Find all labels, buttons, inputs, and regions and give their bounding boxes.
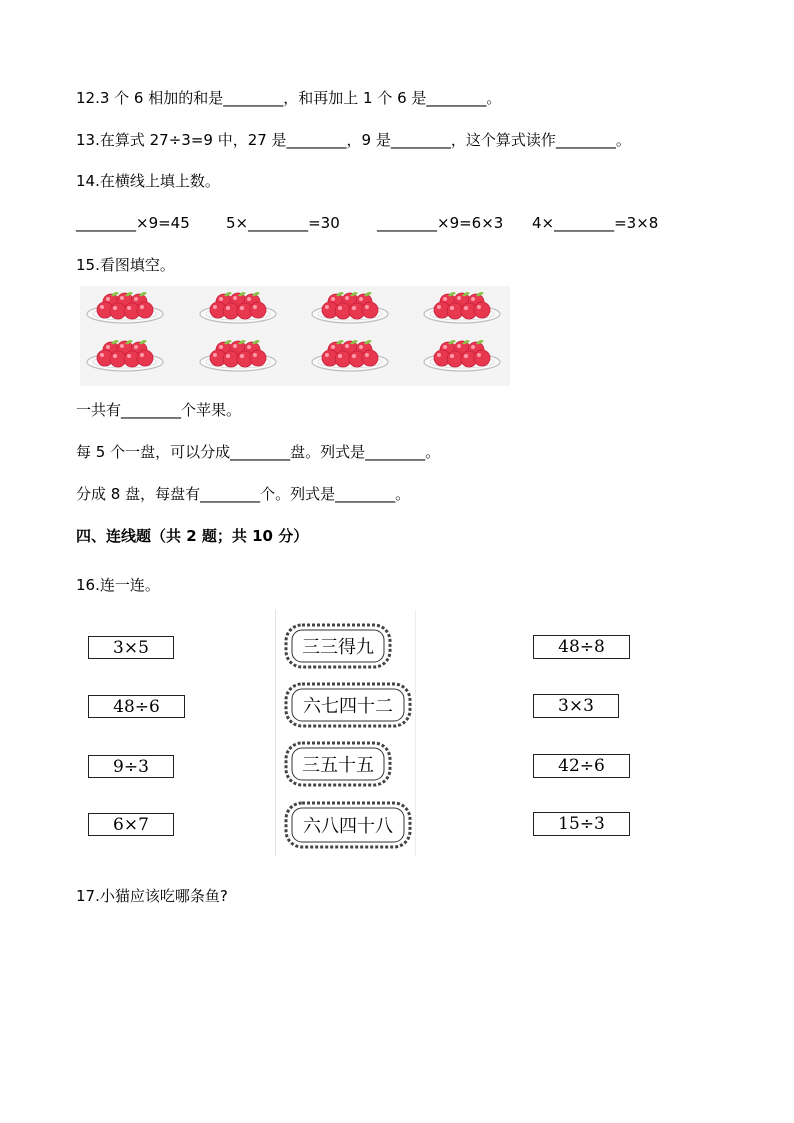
right-expression-box[interactable]: 15÷3 <box>533 812 630 836</box>
apple <box>362 350 378 366</box>
apple <box>137 302 153 318</box>
left-expression-box[interactable]: 3×5 <box>88 636 174 659</box>
section-4-heading: 四、连线题（共 2 题；共 10 分） <box>76 527 309 545</box>
apple <box>137 350 153 366</box>
rhyme-label: 三五十五 <box>302 755 374 776</box>
question-17: 17.小猫应该吃哪条鱼? <box>76 887 228 905</box>
rhyme-label: 三三得九 <box>302 637 374 658</box>
fill-item-3: ________×9=6×3 <box>377 214 504 232</box>
apple <box>250 302 266 318</box>
left-expression-box[interactable]: 48÷6 <box>88 695 185 718</box>
question-12: 12.3 个 6 相加的和是________，和再加上 1 个 6 是________。 <box>76 89 502 107</box>
rhyme-oval[interactable] <box>284 801 412 849</box>
rhyme-label: 六七四十二 <box>303 696 393 717</box>
apple <box>110 303 126 319</box>
rhyme-oval[interactable] <box>284 682 412 728</box>
divider <box>275 610 276 856</box>
left-expression-box[interactable]: 6×7 <box>88 813 174 836</box>
question-16: 16.连一连。 <box>76 576 160 594</box>
apple <box>362 302 378 318</box>
question-15-line-2: 每 5 个一盘，可以分成________盘。列式是________。 <box>76 443 441 461</box>
question-13: 13.在算式 27÷3=9 中，27 是________，9 是________，这个算式读作________。 <box>76 131 631 149</box>
apple <box>250 350 266 366</box>
divider <box>415 610 416 856</box>
fill-item-1: ________×9=45 <box>76 214 190 232</box>
fill-item-4: 4×________=3×8 <box>532 214 659 232</box>
rhyme-oval[interactable] <box>284 623 392 669</box>
apple <box>474 350 490 366</box>
right-expression-box[interactable]: 48÷8 <box>533 635 630 659</box>
right-expression-box[interactable]: 3×3 <box>533 694 619 718</box>
fill-item-2: 5×________=30 <box>226 214 340 232</box>
apple <box>474 302 490 318</box>
apple <box>110 351 126 367</box>
question-15-line-3: 分成 8 盘，每盘有________个。列式是________。 <box>76 485 411 503</box>
question-15-line-1: 一共有________个苹果。 <box>76 401 242 419</box>
rhyme-oval[interactable] <box>284 741 392 787</box>
question-15: 15.看图填空。 <box>76 256 175 274</box>
left-expression-box[interactable]: 9÷3 <box>88 755 174 778</box>
question-14: 14.在横线上填上数。 <box>76 172 220 190</box>
right-expression-box[interactable]: 42÷6 <box>533 754 630 778</box>
rhyme-label: 六八四十八 <box>303 816 393 837</box>
apple-plates-picture <box>80 286 510 386</box>
